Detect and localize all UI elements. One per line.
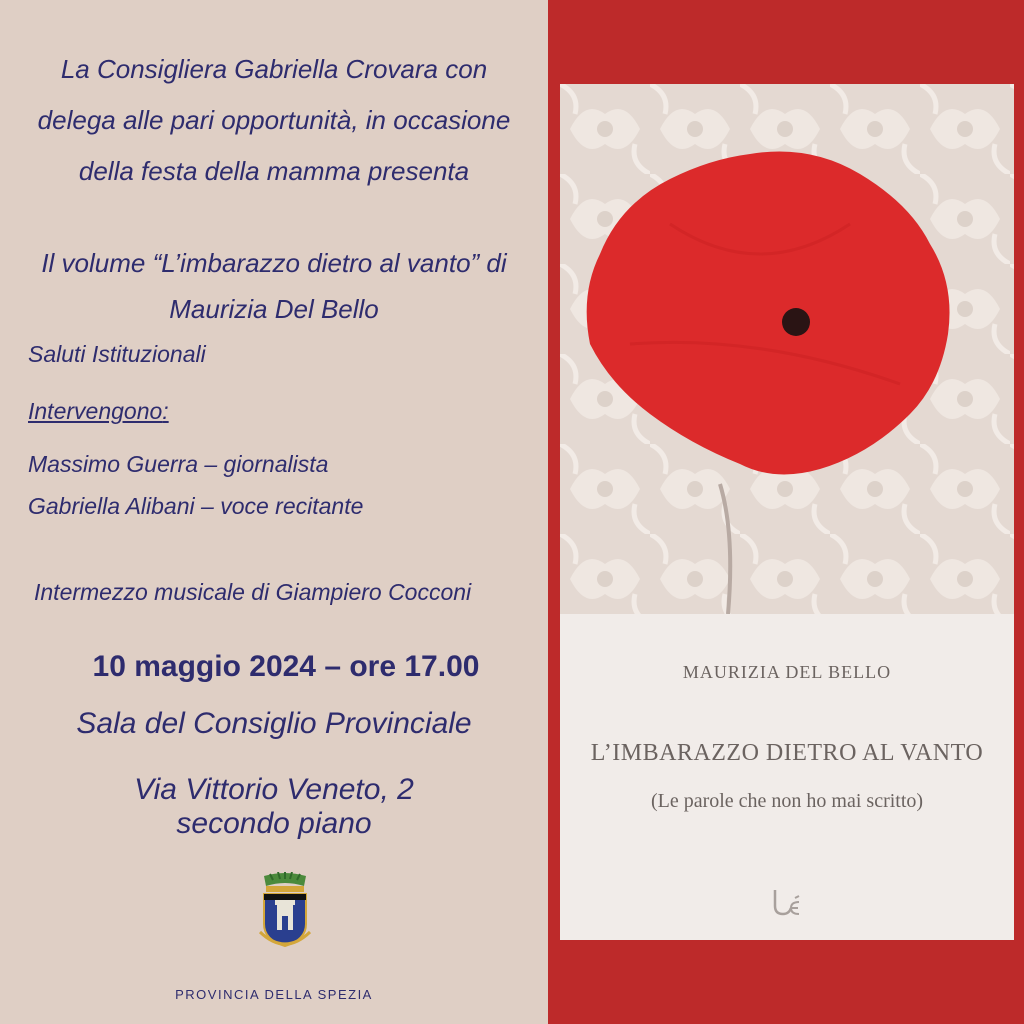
speaker-1: Massimo Guerra – giornalista	[28, 451, 329, 477]
saluti-istituzionali: Saluti Istituzionali	[28, 341, 206, 367]
cover-subtitle: (Le parole che non ho mai scritto)	[650, 790, 924, 812]
cover-author: MAURIZIA DEL BELLO	[682, 662, 892, 682]
music-intermezzo: Intermezzo musicale di Giampiero Cocconi	[34, 579, 472, 605]
poppy-flower-icon	[560, 84, 1014, 614]
cover-title: L’IMBARAZZO DIETRO AL VANTO	[590, 740, 984, 766]
address-line-1: Via Vittorio Veneto, 2	[134, 773, 414, 806]
event-venue: Sala del Consiglio Provinciale	[76, 707, 472, 740]
intro-text	[0, 44, 548, 197]
book-author: Maurizia Del Bello	[169, 294, 379, 324]
publisher-logo-icon	[769, 884, 805, 920]
intervengono-heading: Intervengono:	[28, 398, 169, 424]
event-address	[0, 773, 548, 841]
cover-artwork	[560, 84, 1014, 614]
intro-line-1: La Consigliera Gabriella Crovara con	[60, 54, 488, 84]
organization-name: PROVINCIA DELLA SPEZIA	[175, 987, 373, 1002]
volume-line-1: Il volume “L’imbarazzo dietro al vanto” di	[41, 248, 507, 278]
intro-line-2: delega alle pari opportunità, in occasione	[37, 105, 511, 135]
event-date: 10 maggio 2024 – ore 17.00	[92, 650, 480, 683]
province-crest-icon	[256, 872, 314, 954]
speaker-2: Gabriella Alibani – voce recitante	[28, 493, 364, 519]
volume-text	[0, 240, 548, 332]
address-line-2: secondo piano	[176, 807, 372, 840]
intro-line-3: della festa della mamma presenta	[78, 156, 470, 186]
book-cover	[560, 84, 1014, 940]
